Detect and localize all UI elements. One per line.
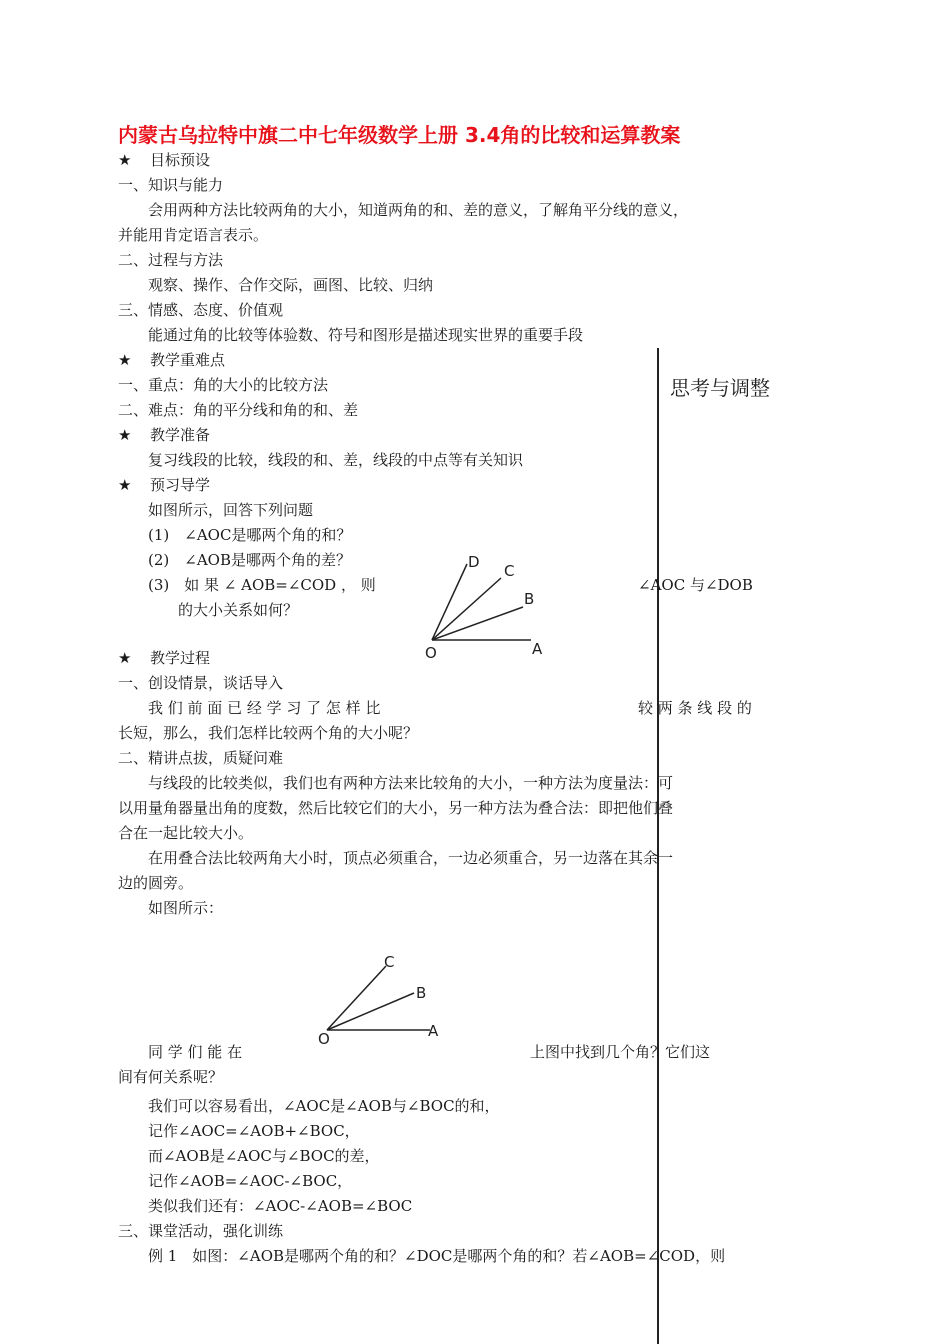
paragraph-line: 会用两种方法比较两角的大小，知道两角的和、差的意义，了解角平分线的意义， <box>148 201 689 219</box>
paragraph-line: 一、重点：角的大小的比较方法 <box>118 376 329 394</box>
ray-oc <box>432 578 501 640</box>
paragraph-line: 如图所示： <box>148 899 224 917</box>
margin-heading: 思考与调整 <box>670 376 770 400</box>
paragraph-line: 而∠AOB是∠AOC与∠BOC的差， <box>148 1147 380 1165</box>
ray-ob <box>327 993 414 1030</box>
label-a: A <box>532 640 543 658</box>
paragraph-line-continued: 较 两 条 线 段 的 <box>638 699 752 717</box>
section-heading: ★ 教学重难点 <box>118 351 226 369</box>
star-icon: ★ <box>118 151 132 169</box>
star-icon: ★ <box>118 476 132 494</box>
section-heading: ★ 教学准备 <box>118 426 211 444</box>
paragraph-line: 复习线段的比较，线段的和、差，线段的中点等有关知识 <box>148 451 524 469</box>
paragraph-line: 并能用肯定语言表示。 <box>118 226 269 244</box>
star-icon: ★ <box>118 351 132 369</box>
angle-figure-1 <box>415 548 565 663</box>
subheading: 二、过程与方法 <box>118 251 224 269</box>
subheading: 一、创设情景，谈话导入 <box>118 674 284 692</box>
paragraph-line: 长短，那么，我们怎样比较两个角的大小呢？ <box>118 724 419 742</box>
ray-oc <box>327 966 386 1030</box>
star-icon: ★ <box>118 649 132 667</box>
paragraph-line: 在用叠合法比较两角大小时，顶点必须重合，一边必须重合，另一边落在其余一 <box>148 849 674 867</box>
paragraph-line: 与线段的比较类似，我们也有两种方法来比较角的大小，一种方法为度量法：可 <box>148 774 674 792</box>
question-item-continued: ∠AOC 与∠DOB <box>638 576 753 594</box>
margin-divider <box>657 348 659 1344</box>
question-item: (1) ∠AOC是哪两个角的和？ <box>148 526 352 544</box>
star-icon: ★ <box>118 426 132 444</box>
paragraph-line: 同 学 们 能 在 <box>148 1043 243 1061</box>
paragraph-line: 能通过角的比较等体验数、符号和图形是描述现实世界的重要手段 <box>148 326 584 344</box>
paragraph-line: 边的圆旁。 <box>118 874 194 892</box>
section-heading: ★ 预习导学 <box>118 476 211 494</box>
paragraph-line: 观察、操作、合作交际，画图、比较、归纳 <box>148 276 434 294</box>
label-c: C <box>384 953 395 971</box>
label-o: O <box>425 644 437 662</box>
paragraph-line: 我们可以容易看出，∠AOC是∠AOB与∠BOC的和， <box>148 1097 500 1115</box>
paragraph-line: 合在一起比较大小。 <box>118 824 254 842</box>
paragraph-line: 二、难点：角的平分线和角的和、差 <box>118 401 359 419</box>
label-b: B <box>416 984 427 1002</box>
label-a: A <box>428 1022 439 1040</box>
formula-line: 类似我们还有：∠AOC-∠AOB=∠BOC <box>148 1197 413 1215</box>
formula-line: 记作∠AOB=∠AOC-∠BOC， <box>148 1172 353 1190</box>
paragraph-line: 如图所示，回答下列问题 <box>148 501 314 519</box>
label-c: C <box>504 562 515 580</box>
subheading: 三、情感、态度、价值观 <box>118 301 284 319</box>
question-item: (3) 如 果 ∠ AOB=∠COD ， 则 <box>148 576 376 594</box>
paragraph-line: 我 们 前 面 已 经 学 习 了 怎 样 比 <box>148 699 381 717</box>
subheading: 二、精讲点拔，质疑问难 <box>118 749 284 767</box>
paragraph-line-continued: 上图中找到几个角？它们这 <box>530 1043 711 1061</box>
example-line: 例 1 如图：∠AOB是哪两个角的和？∠DOC是哪两个角的和？若∠AOB=∠COD，则 <box>148 1247 726 1265</box>
angle-figure-2 <box>310 948 460 1048</box>
label-o: O <box>318 1030 330 1048</box>
subheading: 三、课堂活动，强化训练 <box>118 1222 284 1240</box>
section-heading: ★ 教学过程 <box>118 649 211 667</box>
label-b: B <box>524 590 535 608</box>
paragraph-line: 以用量角器量出角的度数，然后比较它们的大小，另一种方法为叠合法：即把他们叠 <box>118 799 674 817</box>
paragraph-line: 间有何关系呢？ <box>118 1068 224 1086</box>
question-item: (2) ∠AOB是哪两个角的差？ <box>148 551 351 569</box>
document-title: 内蒙古乌拉特中旗二中七年级数学上册 3.4角的比较和运算教案 <box>118 123 681 147</box>
question-item: 的大小关系如何？ <box>178 601 299 619</box>
subheading: 一、知识与能力 <box>118 176 224 194</box>
formula-line: 记作∠AOC=∠AOB+∠BOC， <box>148 1122 360 1140</box>
label-d: D <box>468 553 480 571</box>
section-heading: ★ 目标预设 <box>118 151 211 169</box>
